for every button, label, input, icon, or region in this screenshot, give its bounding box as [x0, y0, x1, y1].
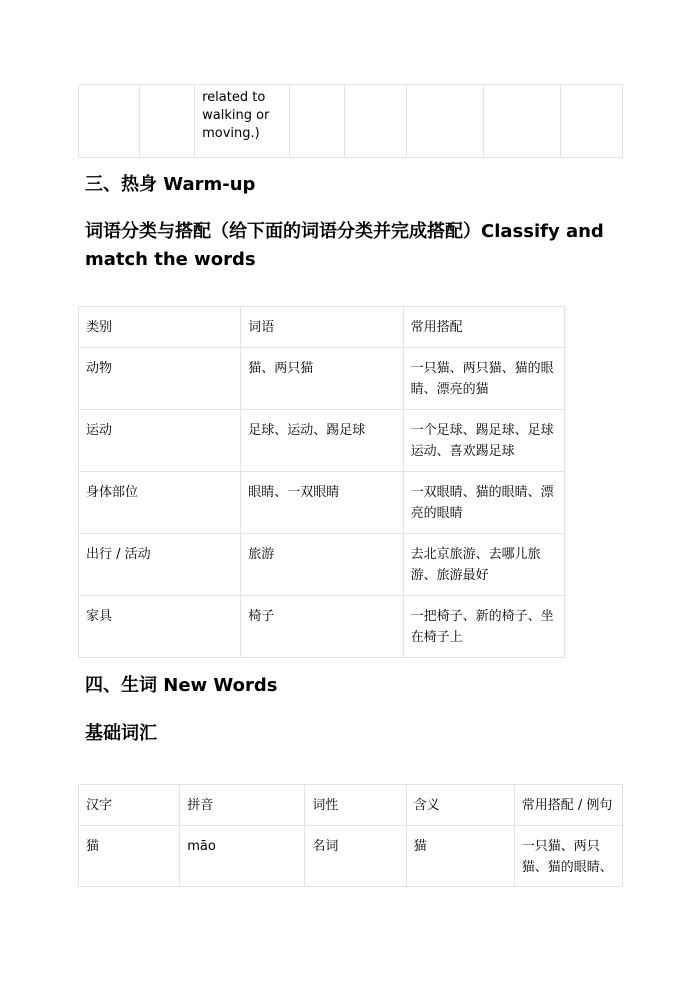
table-cell: 眼睛、一双眼睛 [241, 472, 403, 534]
table-cell: 出行 / 活动 [79, 534, 241, 596]
table-cell: 足球、运动、踢足球 [241, 410, 403, 472]
header-cell: 常用搭配 / 例句 [514, 785, 622, 826]
table-cell: 名词 [305, 826, 406, 887]
header-cell: 含义 [406, 785, 514, 826]
table-cell [406, 85, 483, 158]
table-cell [290, 85, 345, 158]
table-cell [345, 85, 406, 158]
table-cell: 旅游 [241, 534, 403, 596]
table-cell: 一只猫、两只猫、猫的眼睛、漂亮的猫 [403, 348, 564, 410]
table-row [79, 596, 565, 658]
vocab-table [78, 784, 623, 887]
section3-heading: 三、热身 Warm-up [85, 174, 256, 195]
header-cell: 拼音 [180, 785, 305, 826]
table-row [79, 410, 565, 472]
table-cell: 一只猫、两只猫、猫的眼睛、 [514, 826, 622, 887]
table-header-row [79, 307, 565, 348]
header-cell: 词语 [241, 307, 403, 348]
table-cell [140, 85, 195, 158]
classify-table [78, 306, 565, 658]
table-cell: 猫 [406, 826, 514, 887]
table-cell [483, 85, 560, 158]
table-cell: 一把椅子、新的椅子、坐在椅子上 [403, 596, 564, 658]
table-cell: 猫、两只猫 [241, 348, 403, 410]
table-cell: 家具 [79, 596, 241, 658]
table-row [79, 472, 565, 534]
basic-vocab-heading: 基础词汇 [85, 723, 157, 744]
table-cell: 动物 [79, 348, 241, 410]
table-cell: related to walking or moving.) [195, 85, 290, 158]
table-header-row [79, 785, 623, 826]
header-cell: 类别 [79, 307, 241, 348]
table-row [79, 85, 623, 158]
classify-heading: 词语分类与搭配（给下面的词语分类并完成搭配）Classify and match the words [85, 221, 604, 270]
header-cell: 词性 [305, 785, 406, 826]
table-cell: māo [180, 826, 305, 887]
table-cell: 身体部位 [79, 472, 241, 534]
table-cell [79, 85, 140, 158]
header-cell: 常用搭配 [403, 307, 564, 348]
section4-heading: 四、生词 New Words [85, 675, 278, 696]
table-cell: 去北京旅游、去哪儿旅游、旅游最好 [403, 534, 564, 596]
table-cell [560, 85, 622, 158]
table-cell: 运动 [79, 410, 241, 472]
table-cell: 一双眼睛、猫的眼睛、漂亮的眼睛 [403, 472, 564, 534]
header-cell: 汉字 [79, 785, 180, 826]
table-row [79, 534, 565, 596]
table-row [79, 348, 565, 410]
table-row [79, 826, 623, 887]
top-table-fragment [78, 84, 623, 158]
table-cell: 猫 [79, 826, 180, 887]
table-cell: 椅子 [241, 596, 403, 658]
table-cell: 一个足球、踢足球、足球运动、喜欢踢足球 [403, 410, 564, 472]
